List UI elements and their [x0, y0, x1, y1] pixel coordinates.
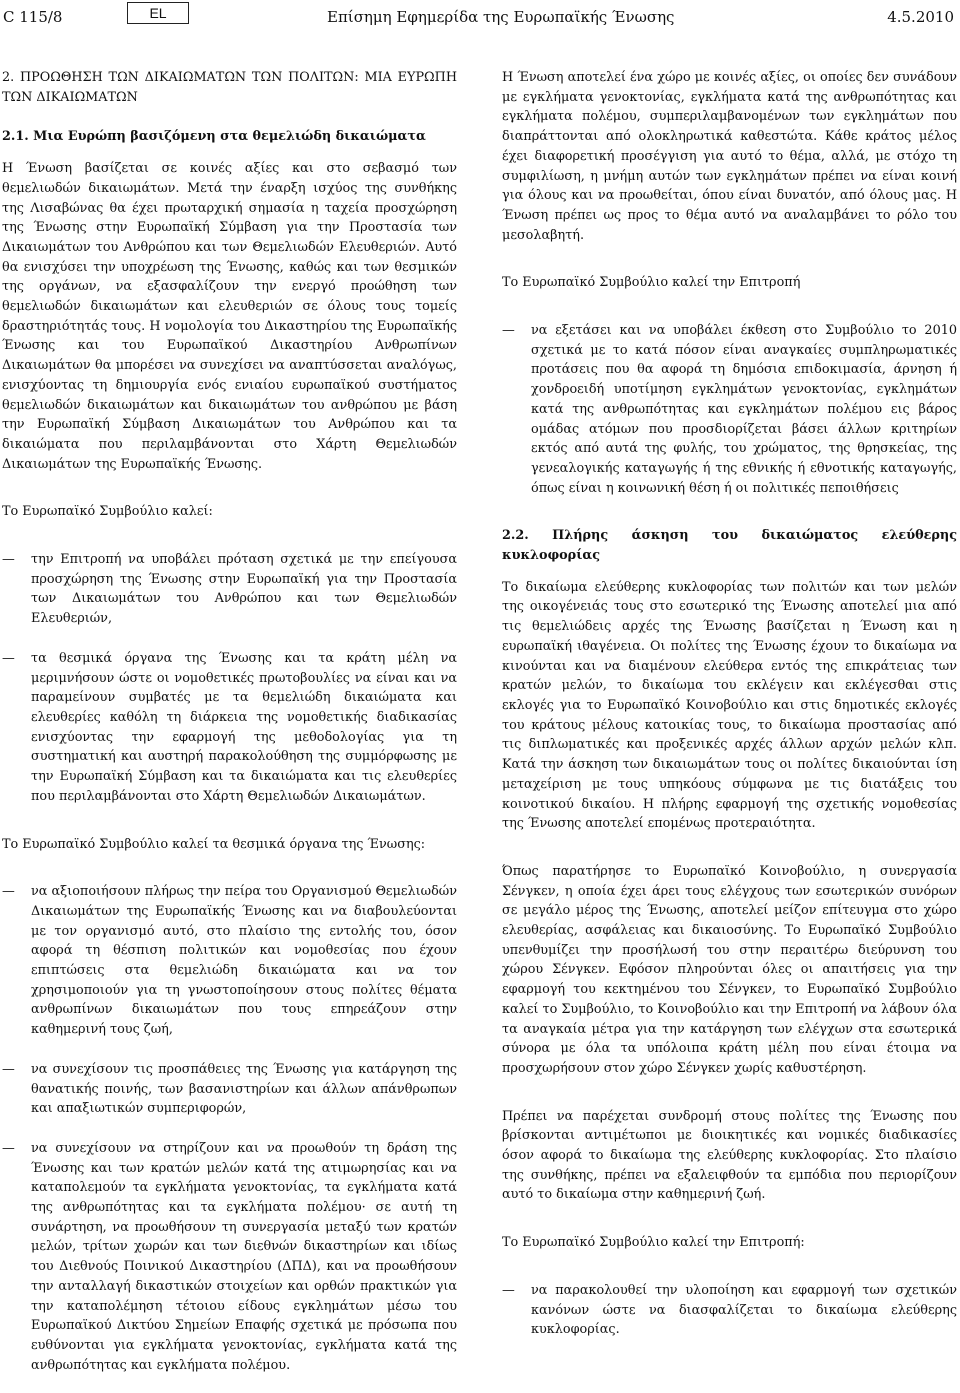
list-item-text: να παρακολουθεί την υλοποίηση και εφαρμογή των σχετικών κανόνων ώστε να διασφαλίζεται το δικαίωμα ελεύθερης κυκλοφορίας.	[531, 1282, 957, 1338]
list-item-text: να συνεχίσουν τις προσπάθειες της Ένωσης για κατάργηση της θανατικής ποινής, των βασανιστηρίων και άλλων απάνθρωπων και απαξιωτικών συμπεριφορών,	[31, 1061, 457, 1117]
dash-bullet: —	[2, 650, 15, 666]
council-calls-heading: Το Ευρωπαϊκό Συμβούλιο καλεί την Επιτροπή	[502, 275, 801, 291]
dash-bullet: —	[2, 552, 15, 568]
left-column	[2, 68, 457, 1375]
body-paragraph: Η Ένωση αποτελεί ένα χώρο με κοινές αξίες, οι οποίες δεν συνάδουν με εγκλήματα γενοκτονίας, εγκλήματα κατά της ανθρωπότητας και εγκλήματα πολέμου, συμπεριλαμβανομένων των εγκλημάτων που διαπράττονται από ολοκληρωτικά καθεστώτα. Κάθε κράτος μέλος έχει διαφορετική προσέγγιση για αυτό το θέμα, αλλά, με στόχο τη συμφιλίωση, η μνήμη αυτών των εγκλημάτων πρέπει να είναι κοινή για όλους και να προωθείται, όπου είναι δυνατόν, από όλους μας. Η Ένωση πρέπει ως προς το θέμα αυτό να αναλαμβάνει το ρόλο του μεσολαβητή.	[502, 70, 957, 243]
list-item-text: να αξιοποιήσουν πλήρως την πείρα του Οργανισμού Θεμελιωδών Δικαιωμάτων της Ευρωπαϊκής Ένωσης και να διαβουλεύονται με τον οργανισμό αυτό, στο πλαίσιο της εντολής του, όσον αφορά τη θέσπιση πολιτικών και νομοθεσίας που έχουν επιπτώσεις στα θεμελιώδη δικαιώματα και να τον χρησιμοποιούν για τη γνωστοποίησουν στους πολίτες θέματα ανθρωπίνων δικαιωμάτων που τους επηρεάζουν στην καθημερινή τους ζωή,	[31, 884, 457, 1038]
intro-paragraph: Η Ένωση βασίζεται σε κοινές αξίες και στο σεβασμό των θεμελιωδών δικαιωμάτων. Μετά την έναρξη ισχύος της συνθήκης της Λισαβώνας θα έχει πρωταρχική σημασία η ταχεία προσχώρηση της Ένωσης στην Ευρωπαϊκή Σύμβαση για την Προστασία των Δικαιωμάτων του Ανθρώπου και των Θεμελιωδών Ελευθεριών. Αυτό θα ενισχύσει την υποχρέωση της Ένωσης, καθώς και των θεσμικών της οργάνων, να εξασφαλίζουν την ενεργό προώθηση των θεμελιωδών δικαιωμάτων και ελευθεριών σε όλους τους τομείς δραστηριότητάς τους. Η νομολογία του Δικαστηρίου της Ευρωπαϊκής Ένωσης και του Ευρωπαϊκού Δικαστηρίου Ανθρωπίνων Δικαιωμάτων θα μπορέσει να συνεχίσει να αναπτύσσεται αναλόγως, ενισχύοντας τη δημιουργία ενός ενιαίου ευρωπαϊκού συστήματος θεμελιωδών δικαιωμάτων και δικαιωμάτων του ανθρώπου με βάση την Ευρωπαϊκή Σύμβαση Δικαιωμάτων του Ανθρώπου και τα δικαιώματα που περιλαμβάνονται στο Χάρτη Θεμελιωδών Δικαιωμάτων της Ευρωπαϊκής Ένωσης.	[2, 161, 457, 472]
page-header	[0, 0, 960, 32]
dash-bullet: —	[2, 1061, 15, 1077]
issue-date: 4.5.2010	[887, 8, 954, 26]
list-item-text: να εξετάσει και να υποβάλει έκθεση στο Συμβούλιο το 2010 σχετικά με το κατά πόσον είναι αναγκαίες συμπληρωματικές προτάσεις που θα αφορά τη δημόσια επιδοκιμασία, άρνηση ή χονδροειδή υποτίμηση εγκλημάτων γενοκτονίας, εγκλημάτων κατά της ανθρωπότητας και εγκλημάτων πολέμου εις βάρος ομάδας ατόμων που προσδιορίζεται βάσει άλλων κριτηρίων εκτός από αυτά της φυλής, του χρώματος, της θρησκείας, της γενεαλογικής καταγωγής ή της εθνικής ή εθνοτικής καταγωγής, όπως είναι η κοινωνική θέση ή οι πολιτικές πεποιθήσεις	[531, 323, 957, 496]
list-item	[2, 1139, 457, 1375]
language-code-box: EL	[127, 2, 189, 24]
journal-title: Επίσημη Εφημερίδα της Ευρωπαϊκής Ένωσης	[327, 8, 675, 26]
council-calls-heading: Το Ευρωπαϊκό Συμβούλιο καλεί τα θεσμικά όργανα της Ένωσης:	[2, 836, 426, 852]
list-item-text: να συνεχίσουν να στηρίζουν και να προωθούν τη δράση της Ένωσης και των κρατών μελών κατά της ατιμωρησίας και να καταπολεμούν τα εγκλήματα γενοκτονίας, τα εγκλήματα κατά της ανθρωπότητας και τα εγκλήματα πολέμου· σε αυτή τη συνάρτηση, να προωθήσουν τη συνεργασία μεταξύ των κρατών μελών, τρίτων χωρών και των διεθνών δικαστηρίων και ιδίως του Διεθνούς Ποινικού Δικαστηρίου (ΔΠΔ), και να προωθήσουν την ανταλλαγή δικαστικών στοιχείων και ορθών πρακτικών για την καταπολέμηση τέτοιου είδους εγκλημάτων μέσω του Ευρωπαϊκού Δικτύου Σημείων Επαφής σχετικά με πρόσωπα που ευθύνονται για εγκλήματα γενοκτονίας, εγκλήματα κατά της ανθρωπότητας και εγκλήματα πολέμου.	[31, 1140, 457, 1373]
council-calls-heading: Το Ευρωπαϊκό Συμβούλιο καλεί την Επιτροπή:	[502, 1235, 805, 1251]
list-item	[2, 649, 457, 807]
list-item	[2, 550, 457, 629]
body-paragraph: Το δικαίωμα ελεύθερης κυκλοφορίας των πολιτών και των μελών της οικογένειάς τους στο εσωτερικό της Ένωσης αποτελεί μια από τις θεμελιώδεις αρχές της Ένωσης βασίζεται η Ένωση και η ευρωπαϊκή ιθαγένεια. Οι πολίτες της Ένωσης έχουν το δικαίωμα να κινούνται και να διαμένουν ελεύθερα εντός της επικράτειας των κρατών μελών, το δικαίωμα του εκλέγειν και εκλέγεσθαι στις εκλογές για το Ευρωπαϊκό Κοινοβούλιο και στις δημοτικές εκλογές του κράτους μέλους κατοικίας τους, το δικαίωμα προστασίας από τις διπλωματικές και προξενικές αρχές άλλων αρχών μελών κλπ. Κατά την άσκηση των δικαιωμάτων τους οι πολίτες δικαιούνται ίση μεταχείριση με τους υπηκόους σύμφωνα με τις διατάξεις του κοινοτικού δικαίου. Η πλήρης εφαρμογή της σχετικής νομοθεσίας της Ένωσης αποτελεί επομένως προτεραιότητα.	[502, 579, 957, 832]
subsection-title: 2.2. Πλήρης άσκηση του δικαιώματος ελεύθερης κυκλοφορίας	[502, 528, 957, 564]
list-item-text: την Επιτροπή να υποβάλει πρόταση σχετικά με την επείγουσα προσχώρηση της Ένωσης στην Ευρωπαϊκή για την Προστασία των Δικαιωμάτων του Ανθρώπου και των Θεμελιωδών Ελευθεριών,	[31, 552, 457, 627]
list-item	[502, 321, 957, 498]
dash-bullet: —	[2, 884, 15, 900]
dash-bullet: —	[502, 323, 515, 339]
right-column	[502, 68, 957, 1340]
list-item	[2, 882, 457, 1040]
subsection-title: 2.1. Μια Ευρώπη βασιζόμενη στα θεμελιώδη δικαιώματα	[2, 129, 426, 145]
page-reference: C 115/8	[3, 8, 63, 26]
dash-bullet: —	[502, 1282, 515, 1298]
list-item-text: τα θεσμικά όργανα της Ένωσης και τα κράτη μέλη να μεριμνήσουν ώστε οι νομοθετικές πρωτοβουλίες να είναι και να παραμείνουν συμβατές με τα θεμελιώδη δικαιώματα και ελευθερίες καθόλη τη διάρκεια της νομοθετικής διαδικασίας ενισχύοντας την εφαρμογή της μεθοδολογίας για τη συστηματική και αυστηρή παρακολούθηση της συμμόρφωσης με την Ευρωπαϊκή Σύμβαση και τα δικαιώματα και τις ελευθερίες που περιλαμβάνονται στο Χάρτη Θεμελιωδών Δικαιωμάτων.	[31, 650, 457, 804]
council-calls-heading: Το Ευρωπαϊκό Συμβούλιο καλεί:	[2, 504, 213, 520]
list-item	[2, 1060, 457, 1119]
body-paragraph: Πρέπει να παρέχεται συνδρομή στους πολίτες της Ένωσης που βρίσκονται αντιμέτωποι με διοικητικές και νομικές διαδικασίες όσον αφορά το δικαίωμα της ελεύθερης κυκλοφορίας. Στο πλαίσιο της συνθήκης, πρέπει να εξαλειφθούν τα εμπόδια που περιορίζουν αυτό το δικαίωμα στην καθημερινή ζωή.	[502, 1108, 957, 1203]
list-item	[502, 1281, 957, 1340]
dash-bullet: —	[2, 1140, 15, 1156]
body-paragraph: Όπως παρατήρησε το Ευρωπαϊκό Κοινοβούλιο, η συνεργασία Σένγκεν, η οποία έχει άρει τους ελέγχους των εσωτερικών συνόρων σε μεγάλο μέρος της Ένωσης, αποτελεί μείζον επίτευγμα στο χώρο ελευθερίας, ασφάλειας και δικαιοσύνης. Το Ευρωπαϊκό Συμβούλιο υπενθυμίζει την προσήλωσή του στην περαιτέρω διεύρυνση του χώρου Σένγκεν. Εφόσον πληρούνται όλες οι απαιτήσεις για την εφαρμογή του κεκτημένου του Σένγκεν, το Ευρωπαϊκό Συμβούλιο καλεί το Συμβούλιο, το Κοινοβούλιο και την Επιτροπή να λάβουν όλα τα αναγκαία μέτρα για την κατάργηση των ελέγχων στα εσωτερικά σύνορα με όλα τα υπόλοιπα κράτη μέλη που είναι έτοιμα να προσχωρήσουν στον χώρο Σένγκεν χωρίς καθυστέρηση.	[502, 863, 957, 1076]
section-title: 2. ΠΡΟΩΘΗΣΗ ΤΩΝ ΔΙΚΑΙΩΜΑΤΩΝ ΤΩΝ ΠΟΛΙΤΩΝ: ΜΙΑ ΕΥΡΩΠΗ ΤΩΝ ΔΙΚΑΙΩΜΑΤΩΝ	[2, 70, 457, 105]
